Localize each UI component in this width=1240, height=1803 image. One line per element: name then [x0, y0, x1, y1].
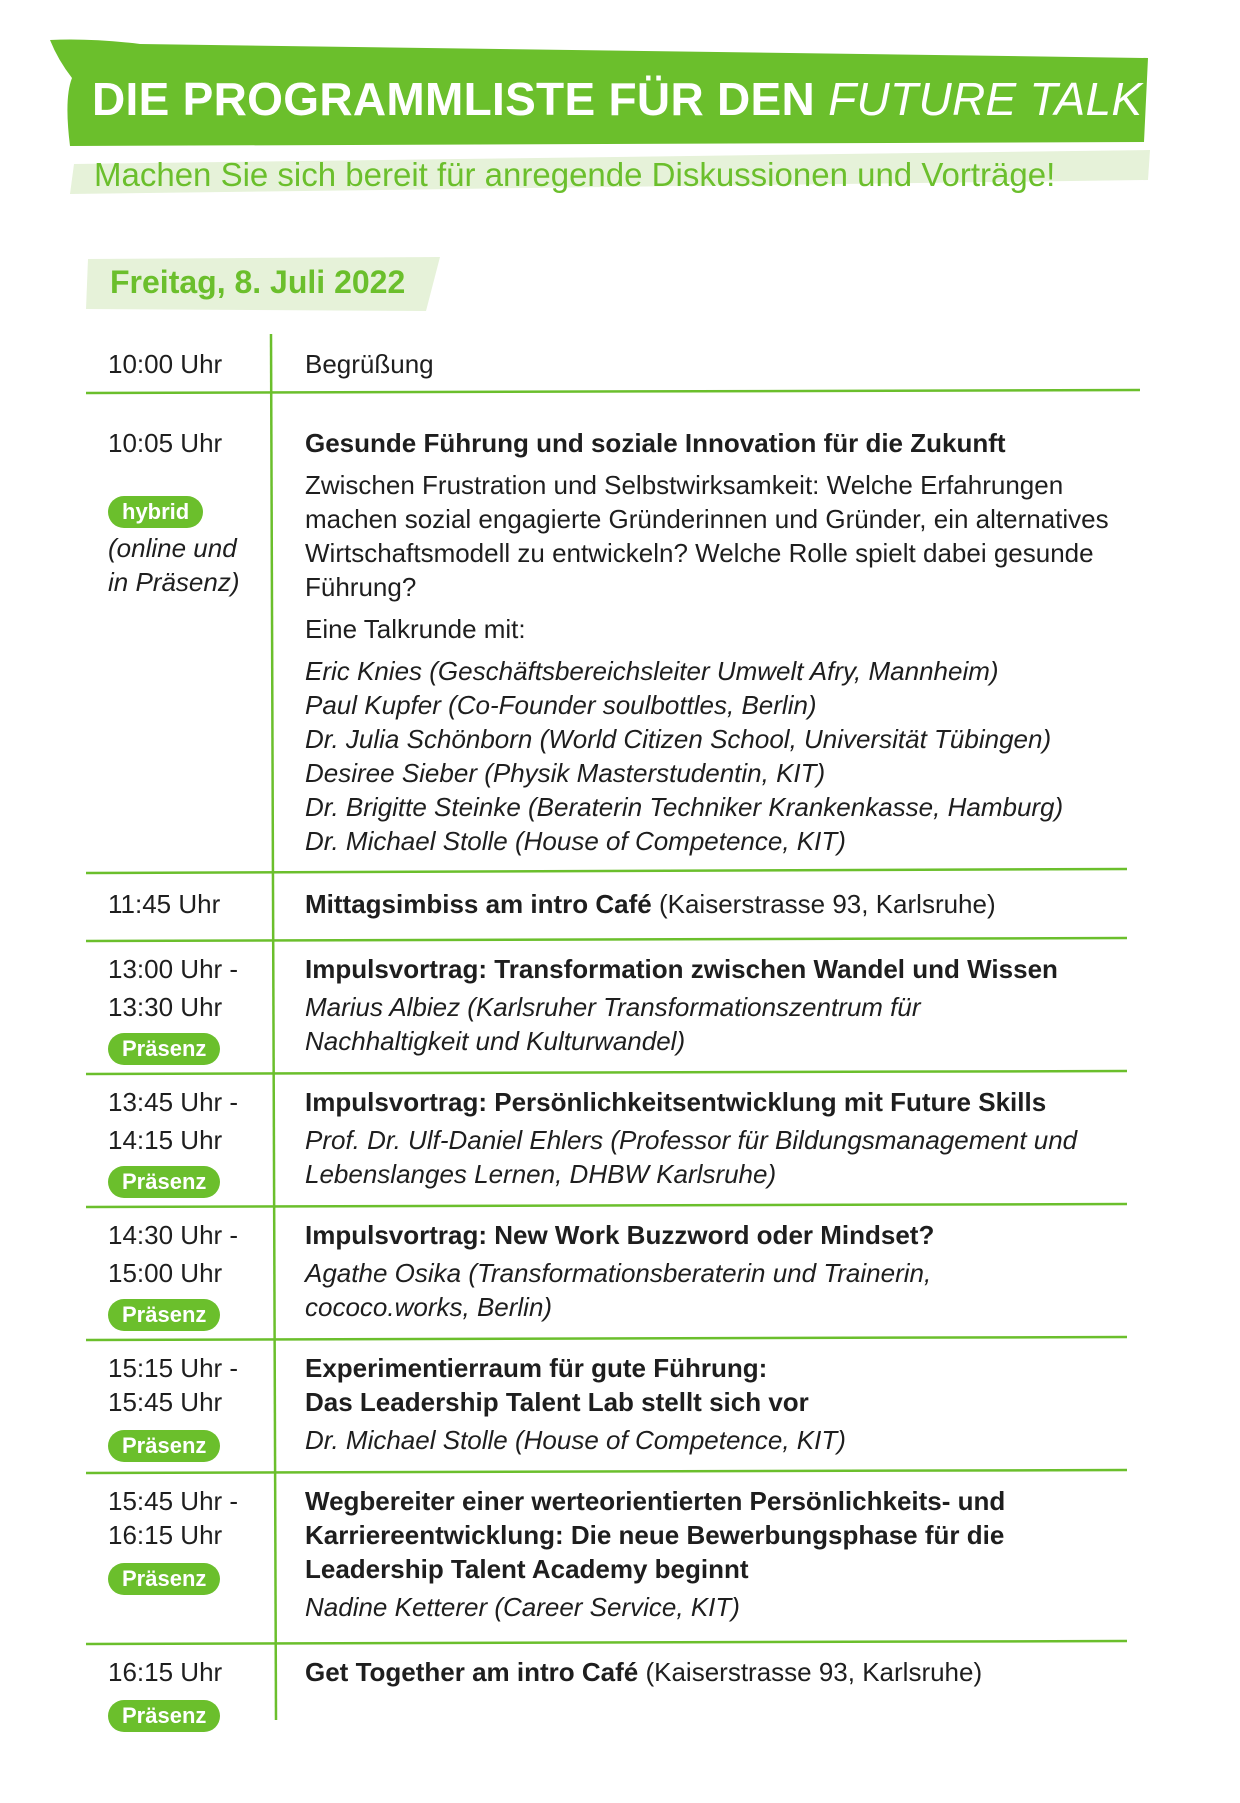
- time-label: 13:45 Uhr -: [108, 1087, 239, 1117]
- subtitle-banner: [70, 150, 1170, 200]
- session-block: [305, 1351, 1165, 1457]
- praesenz-badge: Präsenz: [108, 1033, 220, 1065]
- speaker-line: Paul Kupfer (Co-Founder soulbottles, Berlin): [305, 690, 817, 720]
- session-title: Mittagsimbiss am intro Café: [305, 889, 652, 919]
- session-title: Begrüßung: [305, 349, 434, 379]
- talk-intro: Eine Talkrunde mit:: [305, 614, 526, 644]
- praesenz-badge: Präsenz: [108, 1430, 220, 1462]
- speaker-line: Marius Albiez (Karlsruher Transformationszentrum für: [305, 992, 921, 1022]
- time-label: 10:00 Uhr: [108, 349, 223, 379]
- speaker-line: Nadine Ketterer (Career Service, KIT): [305, 1592, 740, 1622]
- session-block: [305, 1218, 1165, 1324]
- session-title-line: [305, 887, 1165, 921]
- hybrid-badge: hybrid: [108, 496, 203, 528]
- time-label: 14:15 Uhr: [108, 1125, 223, 1155]
- session-title: Wegbereiter einer werteorientierten Persönlichkeits- und: [305, 1486, 1006, 1516]
- time-note: in Präsenz): [108, 567, 240, 597]
- session-description: Zwischen Frustration und Selbstwirksamkeit: Welche Erfahrungen: [305, 470, 1064, 500]
- speaker-line: Desiree Sieber (Physik Masterstudentin, KIT): [305, 758, 826, 788]
- badge-wrap: [108, 1029, 220, 1065]
- praesenz-badge: Präsenz: [108, 1700, 220, 1732]
- session-title: Leadership Talent Academy beginnt: [305, 1554, 749, 1584]
- time-label: 13:00 Uhr -: [108, 954, 239, 984]
- session-block: [305, 952, 1165, 1058]
- date-banner: [84, 255, 444, 313]
- speaker-line: Agathe Osika (Transformationsberaterin und Trainerin,: [305, 1258, 932, 1288]
- time-label: 13:30 Uhr: [108, 992, 223, 1022]
- session-title: Impulsvortrag: New Work Buzzword oder Mindset?: [305, 1220, 935, 1250]
- time-label: 15:45 Uhr -: [108, 1486, 239, 1516]
- session-title: Experimentierraum für gute Führung:: [305, 1353, 768, 1383]
- speaker-line: Nachhaltigkeit und Kulturwandel): [305, 1026, 686, 1056]
- praesenz-badge: Präsenz: [108, 1166, 220, 1198]
- session-location: (Kaiserstrasse 93, Karlsruhe): [651, 889, 996, 919]
- badge-wrap: [108, 1426, 220, 1462]
- speaker-line: Lebenslanges Lernen, DHBW Karlsruhe): [305, 1159, 777, 1189]
- session-block: [305, 1484, 1165, 1624]
- praesenz-badge: Präsenz: [108, 1563, 220, 1595]
- speaker-line: Dr. Michael Stolle (House of Competence, KIT): [305, 1425, 846, 1455]
- session-description: Wirtschaftsmodell zu entwickeln? Welche Rolle spielt dabei gesunde: [305, 538, 1094, 568]
- session-description: machen sozial engagierte Gründerinnen und Gründer, ein alternatives: [305, 504, 1109, 534]
- page-subtitle: Machen Sie sich bereit für anregende Diskussionen und Vorträge!: [94, 156, 1056, 193]
- time-label: 16:15 Uhr: [108, 1520, 223, 1550]
- time-badge-wrap: [108, 492, 203, 528]
- badge-wrap: [108, 1559, 220, 1595]
- page-title: DIE PROGRAMMLISTE FÜR DEN FUTURE TALK: [92, 73, 1143, 125]
- time-label: 15:45 Uhr: [108, 1387, 223, 1417]
- speaker-line: cococo.works, Berlin): [305, 1292, 553, 1322]
- speaker-line: Dr. Julia Schönborn (World Citizen School, Universität Tübingen): [305, 724, 1052, 754]
- session-title: Karriereentwicklung: Die neue Bewerbungsphase für die: [305, 1520, 1005, 1550]
- time-note: (online und: [108, 533, 237, 563]
- speaker-line: Eric Knies (Geschäftsbereichsleiter Umwelt Afry, Mannheim): [305, 656, 999, 686]
- session-title: Impulsvortrag: Transformation zwischen Wandel und Wissen: [305, 954, 1058, 984]
- session-description: Führung?: [305, 572, 417, 602]
- session-block: [305, 1085, 1165, 1191]
- time-label: 11:45 Uhr: [108, 889, 221, 919]
- speaker-line: Dr. Michael Stolle (House of Competence, KIT): [305, 826, 846, 856]
- time-label: 10:05 Uhr: [108, 428, 223, 458]
- session-title-line: [305, 1655, 1165, 1689]
- session-block: [305, 426, 1165, 858]
- session-title: Gesunde Führung und soziale Innovation für die Zukunft: [305, 428, 1006, 458]
- title-banner: [50, 38, 1150, 148]
- speaker-line: Dr. Brigitte Steinke (Beraterin Techniker Krankenkasse, Hamburg): [305, 792, 1064, 822]
- badge-wrap: [108, 1162, 220, 1198]
- speaker-line: Prof. Dr. Ulf-Daniel Ehlers (Professor für Bildungsmanagement und: [305, 1125, 1078, 1155]
- session-title: Get Together am intro Café: [305, 1657, 639, 1687]
- session-title: Das Leadership Talent Lab stellt sich vor: [305, 1387, 809, 1417]
- session-title: Impulsvortrag: Persönlichkeitsentwicklung mit Future Skills: [305, 1087, 1047, 1117]
- time-label: 15:00 Uhr: [108, 1258, 223, 1288]
- praesenz-badge: Präsenz: [108, 1299, 220, 1331]
- session-location: (Kaiserstrasse 93, Karlsruhe): [638, 1657, 983, 1687]
- time-label: 15:15 Uhr -: [108, 1353, 239, 1383]
- time-label: 16:15 Uhr: [108, 1657, 223, 1687]
- badge-wrap: [108, 1295, 220, 1331]
- time-label: 14:30 Uhr -: [108, 1220, 239, 1250]
- badge-wrap: [108, 1696, 220, 1732]
- event-date: Freitag, 8. Juli 2022: [110, 264, 406, 300]
